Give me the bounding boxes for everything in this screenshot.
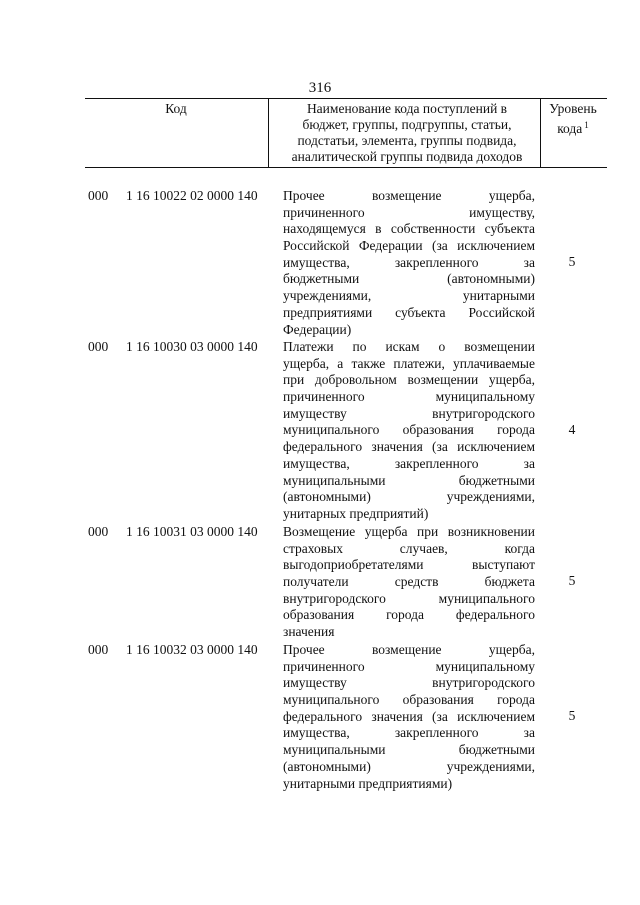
page-number: 316 (308, 80, 332, 96)
name-line: ущерба, а также платежи, уплачиваемые (283, 355, 535, 371)
name-line: (автономными) учреждениями, (283, 758, 535, 774)
revenue-name (283, 339, 535, 523)
table-header (85, 98, 607, 168)
name-line: имущества, закрепленного за (283, 455, 535, 471)
level-value: 5 (568, 254, 576, 269)
revenue-code: 1 16 10031 03 0000 140 (126, 524, 258, 539)
admin-code: 000 (88, 188, 109, 203)
name-line: причиненного муниципальному (283, 389, 535, 405)
header-level-line2 (540, 117, 606, 137)
name-line: Прочее возмещение ущерба, (283, 642, 535, 657)
header-name-line: бюджет, группы, подгруппы, статьи, (302, 117, 512, 132)
admin-code: 000 (88, 339, 109, 354)
name-line: имущества, закрепленного за (283, 725, 535, 741)
revenue-name (283, 188, 535, 338)
revenue-name (283, 524, 535, 641)
name-line: унитарных предприятий) (283, 505, 429, 521)
level-value: 5 (568, 708, 576, 723)
header-level-line1: Уровень (549, 101, 597, 116)
header-level-text: кода (557, 121, 583, 136)
name-line: муниципального образования города (283, 422, 535, 438)
name-line: имуществу внутригородского (283, 405, 535, 421)
admin-code: 000 (88, 524, 109, 539)
name-line: (автономными) учреждениями, (283, 489, 535, 505)
name-line: внутригородского муниципального (283, 590, 535, 606)
name-line: учреждениями, унитарными (283, 288, 535, 304)
level-value: 4 (568, 422, 576, 437)
name-line: федерального значения (за исключением (283, 439, 535, 455)
name-line: муниципальными бюджетными (283, 742, 535, 758)
name-line: Платежи по искам о возмещении (283, 339, 535, 354)
name-line: при добровольном возмещении ущерба, (283, 372, 535, 388)
admin-code: 000 (88, 642, 109, 657)
revenue-code: 1 16 10032 03 0000 140 (126, 642, 258, 657)
name-line: находящемуся в собственности субъекта (283, 221, 535, 237)
name-line: Федерации) (283, 321, 352, 337)
name-line: страховых случаев, когда (283, 540, 535, 556)
name-line: Прочее возмещение ущерба, (283, 188, 535, 203)
name-line: бюджетными (автономными) (283, 271, 535, 287)
header-level (540, 101, 606, 137)
header-level-footnote: 1 (584, 120, 589, 130)
header-code: Код (165, 101, 187, 116)
name-line: унитарными предприятиями) (283, 775, 453, 791)
level-value: 5 (568, 573, 576, 588)
header-name (268, 101, 546, 165)
name-line: муниципальными бюджетными (283, 472, 535, 488)
revenue-code: 1 16 10022 02 0000 140 (126, 188, 258, 203)
name-line: Российской Федерации (за исключением (283, 238, 535, 254)
name-line: образования города федерального (283, 607, 535, 623)
name-line: причиненного муниципальному (283, 658, 535, 674)
name-line: федерального значения (за исключением (283, 708, 535, 724)
name-line: имуществу внутригородского (283, 675, 535, 691)
name-line: Возмещение ущерба при возникновении (283, 524, 535, 539)
name-line: предприятиями субъекта Российской (283, 304, 535, 320)
name-line: муниципального образования города (283, 692, 535, 708)
name-line: причиненного имуществу, (283, 204, 535, 220)
header-name-line: аналитической группы подвида доходов (291, 149, 523, 164)
name-line: значения (283, 624, 335, 640)
header-name-line: подстатьи, элемента, группы подвида, (297, 133, 517, 148)
revenue-code: 1 16 10030 03 0000 140 (126, 339, 258, 354)
name-line: выгодоприобретателями выступают (283, 557, 535, 573)
name-line: имущества, закрепленного за (283, 254, 535, 270)
header-name-line: Наименование кода поступлений в (306, 101, 508, 116)
revenue-name (283, 642, 535, 792)
name-line: получатели средств бюджета (283, 574, 535, 590)
